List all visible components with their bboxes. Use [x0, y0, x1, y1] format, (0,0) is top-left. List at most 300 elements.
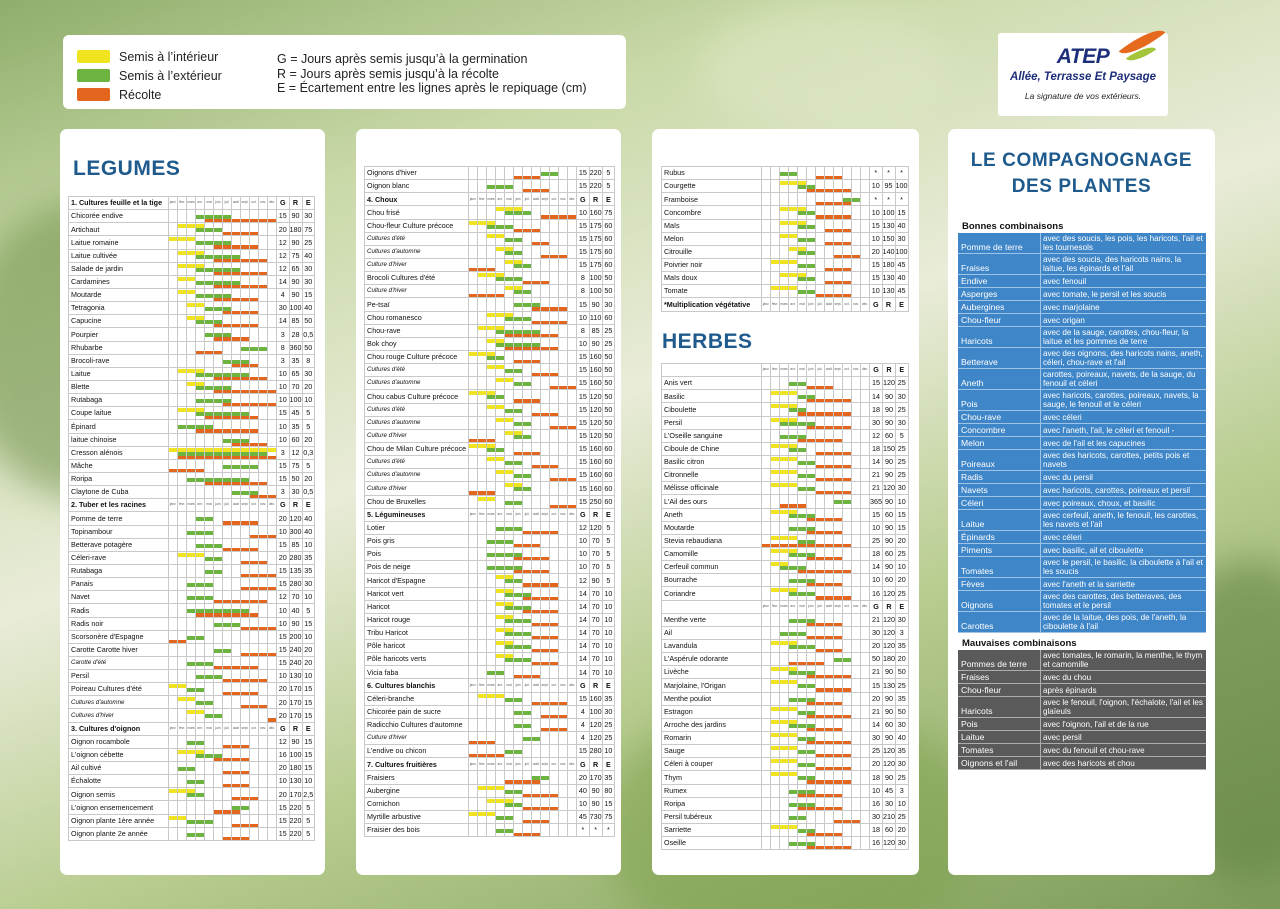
month-cell: [780, 731, 789, 744]
value-r: 70: [589, 613, 602, 626]
month-cell: [834, 167, 843, 180]
month-cell: [771, 679, 780, 692]
month-cell: juil.: [816, 298, 825, 311]
month-cell: [852, 626, 861, 639]
month-cell: [568, 495, 577, 508]
value-g: 14: [577, 600, 590, 613]
value-r: 90: [289, 236, 302, 249]
month-cell: [523, 705, 532, 718]
month-cell: [798, 639, 807, 652]
month-cell: [214, 433, 223, 446]
outdoor-sowing-bar: [807, 290, 815, 294]
indoor-sowing-bar: [178, 251, 186, 255]
month-cell: [178, 775, 187, 788]
value-e: 40: [895, 272, 908, 285]
month-cell: [559, 258, 568, 271]
month-cell: [532, 324, 541, 337]
row-label: Culture d'hiver: [365, 285, 469, 298]
indoor-sowing-bar: [771, 510, 779, 514]
month-cell: [550, 784, 559, 797]
table-row: [69, 486, 315, 499]
value-r: 70: [589, 587, 602, 600]
outdoor-sowing-bar: [205, 557, 213, 561]
month-cell: [268, 380, 277, 393]
value-r: 90: [883, 495, 896, 508]
month-cell: [214, 328, 223, 341]
month-cell: [861, 377, 870, 390]
row-label: Coupe laitue: [69, 407, 169, 420]
month-cell: [532, 692, 541, 705]
value-g: 20: [277, 709, 290, 722]
plant-name: Laitue: [961, 732, 985, 742]
value-r: 175: [589, 219, 602, 232]
outdoor-sowing-bar: [852, 198, 860, 202]
month-cell: [825, 521, 834, 534]
month-cell: [771, 482, 780, 495]
month-cell: [214, 512, 223, 525]
row-label: Coriandre: [662, 587, 762, 600]
outdoor-sowing-bar: [780, 566, 788, 570]
value-g: 14: [577, 653, 590, 666]
month-cell: [825, 731, 834, 744]
month-cell: [532, 705, 541, 718]
month-cell: [550, 495, 559, 508]
outdoor-sowing-bar: [196, 833, 204, 837]
month-cell: [178, 249, 187, 262]
month-cell: [259, 302, 268, 315]
month-cell: [568, 810, 577, 823]
value-g: 20: [870, 245, 883, 258]
value-r: 160: [589, 364, 602, 377]
month-cell: [169, 748, 178, 761]
month-cell: [807, 810, 816, 823]
value-e: 60: [602, 469, 615, 482]
outdoor-sowing-bar: [196, 215, 204, 219]
month-cell: [825, 626, 834, 639]
month-cell: [807, 718, 816, 731]
value-r: 240: [289, 643, 302, 656]
month-cell: [268, 801, 277, 814]
month-cell: avr.: [789, 298, 798, 311]
indoor-sowing-bar: [178, 697, 186, 701]
value-e: 10: [602, 600, 615, 613]
month-cell: [223, 407, 232, 420]
month-cell: nov.: [259, 499, 268, 512]
month-cell: [568, 442, 577, 455]
month-cell: [807, 745, 816, 758]
month-cell: [196, 564, 205, 577]
month-cell: [478, 232, 487, 245]
month-cell: [169, 223, 178, 236]
month-cell: [780, 771, 789, 784]
value-g: G: [870, 298, 883, 311]
value-g: 3: [277, 486, 290, 499]
table-section-header: [662, 364, 909, 377]
value-r: 90: [289, 288, 302, 301]
indoor-sowing-bar: [505, 470, 513, 474]
month-cell: [514, 272, 523, 285]
month-cell: [268, 762, 277, 775]
table-row: [69, 380, 315, 393]
value-g: 15: [577, 692, 590, 705]
outdoor-sowing-bar: [496, 343, 504, 347]
month-cell: [807, 574, 816, 587]
row-label: Pe-tsaï: [365, 298, 469, 311]
outdoor-sowing-bar: [214, 557, 222, 561]
month-cell: [816, 521, 825, 534]
month-cell: [469, 600, 478, 613]
plant-name: Navets: [961, 485, 988, 495]
plant-combination: avec des soucis, des haricots nains, la laitue, les épinards et l'ail: [1040, 254, 1206, 274]
month-cell: [469, 219, 478, 232]
month-cell: [532, 810, 541, 823]
outdoor-sowing-bar: [487, 185, 495, 189]
month-cell: [780, 416, 789, 429]
row-label: Tetragonia: [69, 302, 169, 315]
month-cell: [232, 696, 241, 709]
month-cell: [762, 745, 771, 758]
month-cell: [178, 459, 187, 472]
month-cell: [478, 640, 487, 653]
value-r: 180: [882, 258, 895, 271]
row-label: Cultures d'automne: [365, 469, 469, 482]
month-cell: [223, 236, 232, 249]
month-cell: [861, 653, 870, 666]
indoor-sowing-bar: [187, 264, 195, 268]
month-cell: [523, 390, 532, 403]
month-cell: [514, 469, 523, 482]
month-cell: [780, 377, 789, 390]
row-label: Pomme de terre: [69, 512, 169, 525]
month-cell: [250, 512, 259, 525]
value-r: 140: [882, 245, 895, 258]
month-cell: [834, 758, 843, 771]
month-cell: [861, 272, 870, 285]
month-cell: [487, 784, 496, 797]
month-cell: [496, 219, 505, 232]
month-cell: [178, 262, 187, 275]
legend-key-r: R = Jours après semis jusqu’à la récolte: [277, 66, 499, 81]
month-cell: [762, 626, 771, 639]
month-cell: [771, 390, 780, 403]
month-cell: [559, 613, 568, 626]
outdoor-sowing-bar: [789, 803, 797, 807]
month-cell: juil.: [816, 600, 825, 613]
row-label: Cultures d'automne: [365, 416, 469, 429]
outdoor-sowing-bar: [196, 241, 204, 245]
plant-name: Aneth: [961, 378, 984, 388]
month-cell: [187, 288, 196, 301]
month-cell: [169, 210, 178, 223]
month-cell: [825, 429, 834, 442]
month-cell: [852, 547, 861, 560]
row-label: Maïs: [662, 219, 762, 232]
indoor-sowing-bar: [780, 641, 788, 645]
month-cell: [478, 810, 487, 823]
month-cell: [478, 718, 487, 731]
month-cell: [514, 219, 523, 232]
value-g: 20: [577, 771, 590, 784]
month-cell: [250, 604, 259, 617]
month-cell: juin: [214, 499, 223, 512]
month-cell: [568, 167, 577, 180]
row-label: Artichaut: [69, 223, 169, 236]
month-cell: [205, 433, 214, 446]
month-cell: janv.: [169, 499, 178, 512]
month-cell: [187, 486, 196, 499]
value-e: 35: [302, 564, 315, 577]
combination-row: [958, 424, 1206, 437]
month-cell: [496, 350, 505, 363]
outdoor-sowing-bar: [196, 228, 204, 232]
month-cell: [205, 748, 214, 761]
value-e: 10: [302, 591, 315, 604]
value-r: 70: [589, 626, 602, 639]
month-cell: [771, 455, 780, 468]
value-e: 5: [302, 459, 315, 472]
month-cell: [532, 390, 541, 403]
month-cell: [843, 482, 852, 495]
outdoor-sowing-bar: [187, 767, 195, 771]
month-cell: [469, 456, 478, 469]
value-r: 100: [882, 206, 895, 219]
month-cell: [780, 797, 789, 810]
month-cell: [250, 591, 259, 604]
month-cell: [232, 262, 241, 275]
month-cell: [487, 797, 496, 810]
month-cell: [187, 538, 196, 551]
month-cell: [268, 748, 277, 761]
month-cell: [550, 561, 559, 574]
month-cell: [178, 827, 187, 840]
outdoor-sowing-bar: [523, 435, 531, 439]
month-cell: [532, 403, 541, 416]
outdoor-sowing-bar: [514, 790, 522, 794]
month-cell: [559, 824, 568, 837]
month-cell: [496, 456, 505, 469]
month-cell: [214, 223, 223, 236]
month-cell: [259, 551, 268, 564]
month-cell: [861, 534, 870, 547]
month-cell: [852, 469, 861, 482]
value-e: 5: [602, 180, 615, 193]
bad-combinations-title: Mauvaises combinaisons: [962, 638, 1077, 649]
month-cell: [798, 508, 807, 521]
month-cell: [232, 814, 241, 827]
month-cell: [825, 469, 834, 482]
month-cell: [798, 718, 807, 731]
value-g: 15: [870, 219, 883, 232]
month-cell: [505, 232, 514, 245]
month-cell: [789, 810, 798, 823]
value-e: 35: [302, 551, 315, 564]
table-row: [69, 302, 315, 315]
month-cell: [232, 643, 241, 656]
month-cell: [259, 407, 268, 420]
month-cell: [541, 666, 550, 679]
month-cell: [514, 429, 523, 442]
month-cell: [541, 745, 550, 758]
outdoor-sowing-bar: [250, 465, 258, 469]
month-cell: [771, 167, 780, 180]
month-cell: [861, 285, 870, 298]
plant-combination: avec cerfeuil, aneth, le fenouil, les carottes, les navets et l'ail: [1040, 510, 1206, 530]
month-cell: [187, 315, 196, 328]
indoor-sowing-bar: [771, 483, 779, 487]
indoor-sowing-bar: [169, 789, 177, 793]
month-cell: [232, 538, 241, 551]
month-cell: [178, 433, 187, 446]
month-cell: [523, 561, 532, 574]
month-cell: [205, 735, 214, 748]
month-cell: [214, 315, 223, 328]
value-e: 5: [302, 604, 315, 617]
value-r: 120: [883, 587, 896, 600]
outdoor-sowing-bar: [496, 356, 504, 360]
outdoor-sowing-bar: [505, 593, 513, 597]
outdoor-sowing-bar: [205, 386, 213, 390]
indoor-sowing-bar: [505, 260, 513, 264]
row-label: Laitue cultivée: [69, 249, 169, 262]
outdoor-sowing-bar: [496, 816, 504, 820]
month-cell: [834, 547, 843, 560]
month-cell: [496, 784, 505, 797]
month-cell: [861, 455, 870, 468]
month-cell: [478, 705, 487, 718]
month-cell: [496, 258, 505, 271]
value-e: 75: [602, 810, 615, 823]
month-cell: [789, 639, 798, 652]
month-cell: [523, 350, 532, 363]
value-g: 15: [277, 814, 290, 827]
month-cell: [807, 666, 816, 679]
outdoor-sowing-bar: [514, 422, 522, 426]
month-cell: [532, 548, 541, 561]
month-cell: [771, 731, 780, 744]
month-cell: [780, 232, 789, 245]
month-cell: [559, 810, 568, 823]
month-cell: [268, 709, 277, 722]
month-cell: [807, 442, 816, 455]
month-cell: [232, 591, 241, 604]
value-e: 5: [602, 574, 615, 587]
value-g: 14: [577, 613, 590, 626]
month-cell: [762, 508, 771, 521]
table-row: [365, 390, 615, 403]
outdoor-sowing-bar: [196, 255, 204, 259]
month-cell: [559, 324, 568, 337]
month-cell: [816, 705, 825, 718]
outdoor-sowing-bar: [798, 829, 806, 833]
month-cell: sept.: [541, 508, 550, 521]
outdoor-sowing-bar: [514, 303, 522, 307]
table-row: [365, 272, 615, 285]
month-cell: janv.: [469, 193, 478, 206]
month-cell: [169, 328, 178, 341]
month-cell: [487, 232, 496, 245]
month-cell: [807, 758, 816, 771]
outdoor-sowing-bar: [205, 255, 213, 259]
month-cell: [478, 745, 487, 758]
table-row: [69, 538, 315, 551]
outdoor-sowing-bar: [187, 596, 195, 600]
month-cell: [169, 354, 178, 367]
month-cell: [541, 653, 550, 666]
value-e: 40: [302, 302, 315, 315]
row-label: Culture d'hiver: [365, 482, 469, 495]
outdoor-sowing-bar: [205, 714, 213, 718]
month-cell: [861, 574, 870, 587]
month-cell: [268, 210, 277, 223]
outdoor-sowing-bar: [196, 701, 204, 705]
row-label: Culture d'hiver: [365, 258, 469, 271]
value-r: 180: [289, 223, 302, 236]
month-cell: [514, 666, 523, 679]
month-cell: [178, 275, 187, 288]
month-cell: [771, 508, 780, 521]
outdoor-sowing-bar: [798, 671, 806, 675]
value-g: 15: [577, 390, 590, 403]
month-cell: [523, 298, 532, 311]
value-r: R: [289, 499, 302, 512]
month-cell: [268, 315, 277, 328]
month-cell: [241, 433, 250, 446]
month-cell: [259, 670, 268, 683]
row-label: Cultures d'été: [365, 456, 469, 469]
month-cell: [541, 600, 550, 613]
month-cell: [861, 666, 870, 679]
value-r: 220: [289, 827, 302, 840]
indoor-sowing-bar: [789, 470, 797, 474]
combination-row: [958, 233, 1206, 254]
value-r: 85: [589, 324, 602, 337]
month-cell: [214, 801, 223, 814]
month-cell: [214, 578, 223, 591]
value-r: 120: [589, 732, 602, 745]
value-r: 280: [589, 745, 602, 758]
month-cell: [780, 534, 789, 547]
indoor-sowing-bar: [478, 812, 486, 816]
month-cell: [223, 315, 232, 328]
month-cell: [268, 538, 277, 551]
indoor-sowing-bar: [178, 789, 186, 793]
month-cell: [798, 547, 807, 560]
table-row: [69, 801, 315, 814]
month-cell: [789, 547, 798, 560]
value-r: 120: [589, 521, 602, 534]
month-cell: [259, 801, 268, 814]
month-cell: [816, 469, 825, 482]
value-r: 85: [289, 315, 302, 328]
harvest-bar: [232, 837, 240, 841]
month-cell: [205, 380, 214, 393]
month-cell: [259, 236, 268, 249]
month-cell: [771, 823, 780, 836]
outdoor-sowing-bar: [487, 448, 495, 452]
value-r: 130: [882, 219, 895, 232]
month-cell: avr.: [789, 364, 798, 377]
month-cell: [259, 486, 268, 499]
month-cell: [478, 180, 487, 193]
month-cell: [816, 403, 825, 416]
month-cell: [196, 236, 205, 249]
value-r: 160: [589, 469, 602, 482]
month-cell: [780, 258, 789, 271]
month-cell: [771, 639, 780, 652]
month-cell: [861, 442, 870, 455]
month-cell: nov.: [559, 193, 568, 206]
month-cell: [550, 456, 559, 469]
